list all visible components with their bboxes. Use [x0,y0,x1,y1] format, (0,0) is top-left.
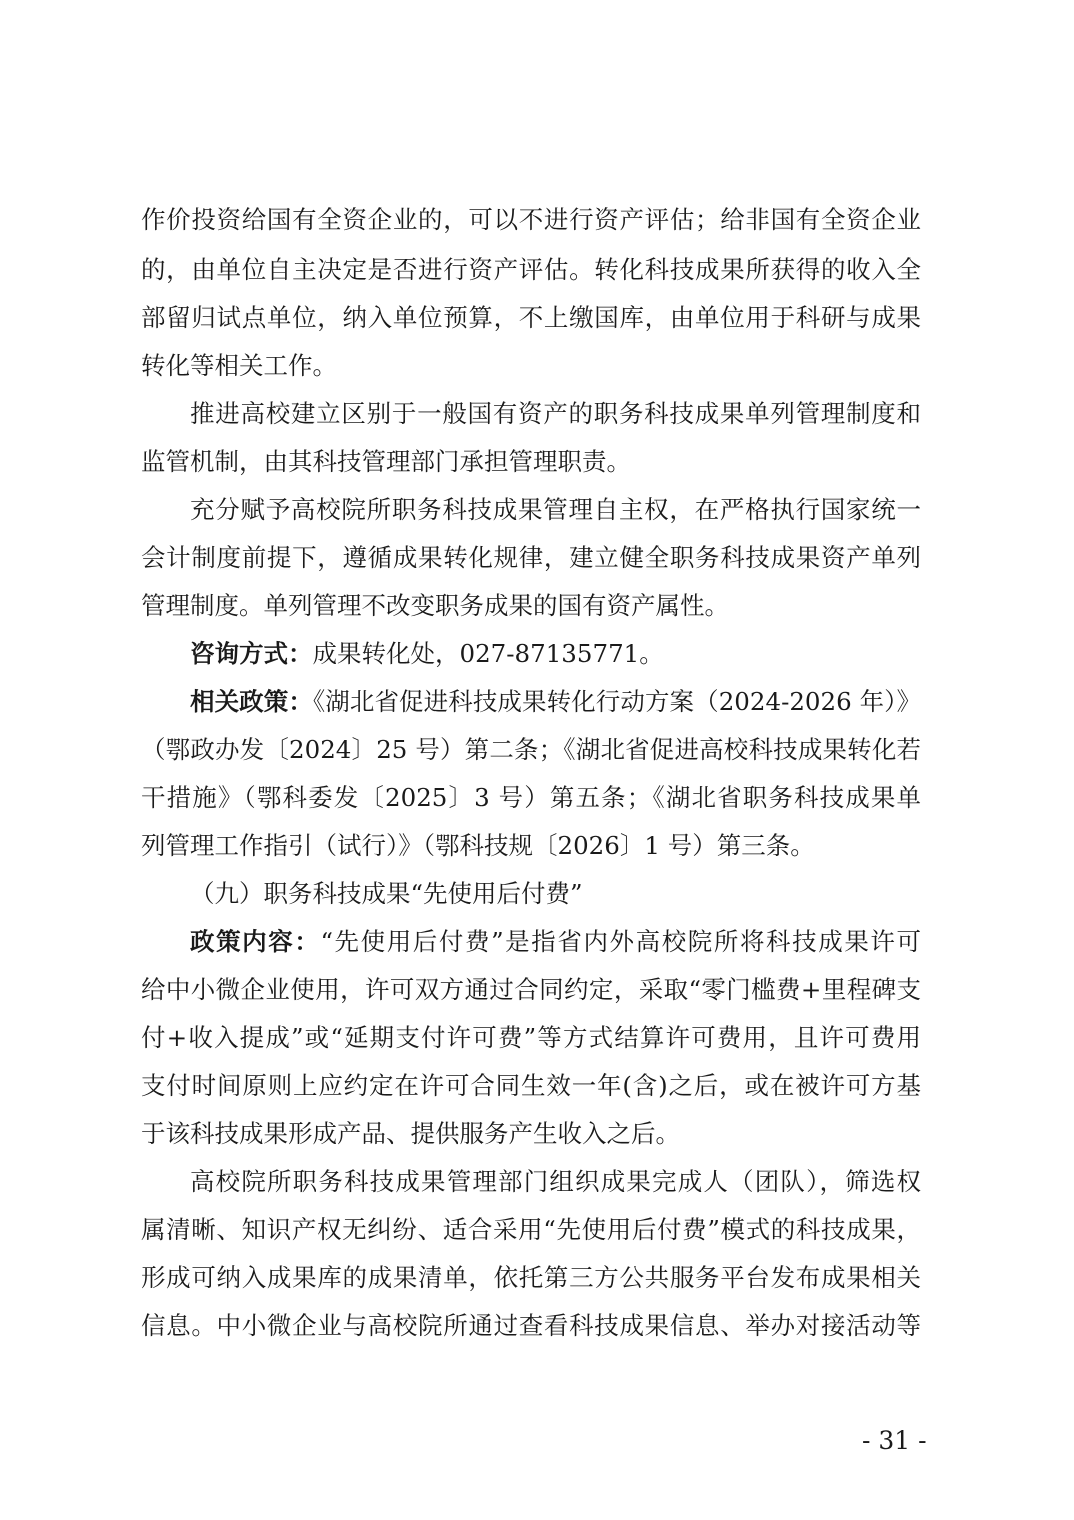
content-label: 政策内容： [190,927,321,956]
text-line: 充分赋予高校院所职务科技成果管理自主权，在严格执行国家统一 [190,495,921,524]
content-text: “先使用后付费”是指省内外高校院所将科技成果许可 [320,927,921,956]
text-line: 会计制度前提下，遵循成果转化规律，建立健全职务科技成果资产单列 [141,543,921,572]
text-line: 干措施》（鄂科委发〔2025〕3 号）第五条；《湖北省职务科技成果单 [141,783,921,812]
text-line: 作价投资给国有全资企业的，可以不进行资产评估；给非国有全资企业 [141,205,921,234]
policy-text: 《湖北省促进科技成果转化行动方案（2024-2026 年）》 [312,687,922,716]
page-number: - 31 - [862,1426,927,1455]
text-line: 于该科技成果形成产品、提供服务产生收入之后。 [141,1119,680,1148]
section-heading: （九）职务科技成果“先使用后付费” [190,879,583,908]
text-line: 的，由单位自主决定是否进行资产评估。转化科技成果所获得的收入全 [141,255,921,284]
consult-text: 成果转化处，027-87135771。 [312,639,664,668]
text-line: 给中小微企业使用，许可双方通过合同约定，采取“零门槛费+里程碑支 [141,975,921,1004]
text-line: 列管理工作指引（试行）》（鄂科技规〔2026〕1 号）第三条。 [141,831,815,860]
content-line [141,916,921,968]
text-line: 部留归试点单位，纳入单位预算，不上缴国库，由单位用于科研与成果 [141,303,921,332]
text-line: 推进高校建立区别于一般国有资产的职务科技成果单列管理制度和 [190,399,921,428]
consult-line [141,628,921,680]
text-line: 信息。中小微企业与高校院所通过查看科技成果信息、举办对接活动等 [141,1311,921,1340]
text-line: 属清晰、知识产权无纠纷、适合采用“先使用后付费”模式的科技成果， [141,1215,921,1244]
text-line: 支付时间原则上应约定在许可合同生效一年(含)之后，或在被许可方基 [141,1071,921,1100]
text-line: 监管机制，由其科技管理部门承担管理职责。 [141,447,631,476]
consult-label: 咨询方式： [190,639,313,668]
text-line: 高校院所职务科技成果管理部门组织成果完成人（团队），筛选权 [190,1167,921,1196]
text-line: 转化等相关工作。 [141,351,337,380]
text-line: 形成可纳入成果库的成果清单，依托第三方公共服务平台发布成果相关 [141,1263,921,1292]
text-line: （鄂政办发〔2024〕25 号）第二条；《湖北省促进高校科技成果转化若 [141,735,921,764]
text-line: 付+收入提成”或“延期支付许可费”等方式结算许可费用，且许可费用 [141,1023,921,1052]
policy-label: 相关政策： [190,687,313,716]
text-line: 管理制度。单列管理不改变职务成果的国有资产属性。 [141,591,729,620]
policy-line [141,676,921,728]
